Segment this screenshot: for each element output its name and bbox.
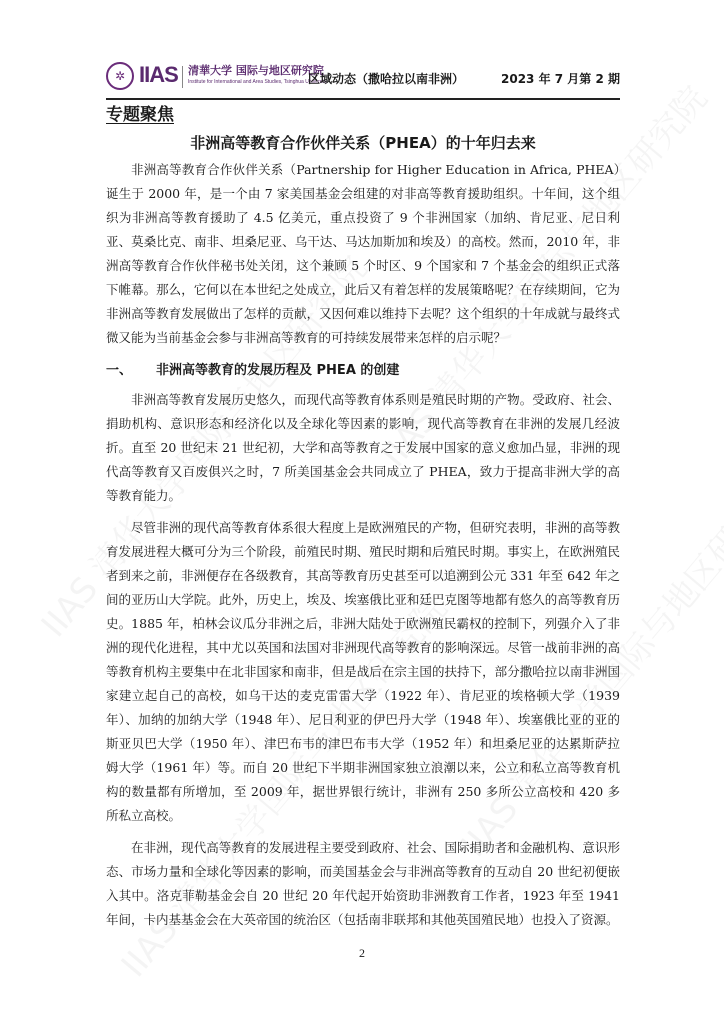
body-paragraph: 在非洲，现代高等教育的发展进程主要受到政府、社会、国际捐助者和金融机构、意识形态、市场力量和全球化等因素的影响，而美国基金会与非洲高等教育的互动自 20 世纪初便嵌入其中。洛克菲勒基金会自 20 世纪 20 年代起开始资助非洲教育工作者，1923 年至 1941 年间，卡内基基金会在大英帝国的统治区（包括南非联邦和其他英国殖民地）也投入了资源。 <box>106 840 620 927</box>
institute-name-en: Institute for International and Area Studies, Tsinghua University <box>188 79 328 85</box>
header-issue: 2023 年 7 月第 2 期 <box>501 72 620 86</box>
body-paragraph: 尽管非洲的现代高等教育体系很大程度上是欧洲殖民的产物，但研究表明，非洲的高等教育发展进程大概可分为三个阶段，前殖民时期、殖民时期和后殖民时期。事实上，在欧洲殖民者到来之前，非洲便存在各级教育，其高等教育历史甚至可以追溯到公元 331 年至 642 年之间的亚历山大学院。此外，历史上，埃及、埃塞俄比亚和廷巴克图等地都有悠久的高等教育历史。1885 年，柏林会议瓜分非洲之后，非洲大陆处于欧洲殖民霸权的控制下，列强介入了非洲的现代化进程，其中尤以英国和法国对非洲现代高等教育的影响深远。尽管一战前非洲的高等教育机构主要集中在北非国家和南非，但是战后在宗主国的扶持下，部分撒哈拉以南非洲国家建立起自己的高校，如乌干达的麦克雷雷大学（1922 年）、肯尼亚的埃格顿大学（1939 年）、加纳的加纳大学（1948 年）、尼日利亚的伊巴丹大学（1948 年）、埃塞俄比亚的亚的斯亚贝巴大学（1950 年）、津巴布韦的津巴布韦大学（1952 年）和坦桑尼亚的达累斯萨拉姆大学（1961 年）等。而自 20 世纪下半期非洲国家独立浪潮以来，公立和私立高等教育机构的数量都有所增加，至 2009 年，据世界银行统计，非洲有 250 多所公立高校和 420 多所私立高校。 <box>106 520 620 823</box>
page-number: 2 <box>359 946 365 960</box>
institute-name: 清華大学 国际与地区研究院 <box>188 64 324 77</box>
header-section-title: 区域动态（撒哈拉以南非洲） <box>308 72 465 86</box>
article-title: 非洲高等教育合作伙伴关系（PHEA）的十年归去来 <box>190 134 536 152</box>
body-paragraph: 非洲高等教育发展历史悠久，而现代高等教育体系则是殖民时期的产物。受政府、社会、捐助机构、意识形态和经济化以及全球化等因素的影响，现代高等教育在非洲的发展几经波折。直至 20 世纪末 21 世纪初，大学和高等教育之于发展中国家的意义愈加凸显，非洲的现代高等教育又百废俱兴之时，7 所美国基金会共同成立了 PHEA，致力于提高非洲大学的高等教育能力。 <box>106 392 620 503</box>
intro-paragraph: 非洲高等教育合作伙伴关系（Partnership for Higher Education in Africa, PHEA）诞生于 2000 年，是一个由 7 家美国基金会组建的对非高等教育援助组织。十年间，这个组织为非洲高等教育援助了 4.5 亿美元，重点投资了 9 个非洲国家（加纳、肯尼亚、尼日利亚、莫桑比克、南非、坦桑尼亚、乌干达、马达加斯加和埃及）的高校。然而，2010 年，非洲高等教育合作伙伴秘书处关闭，这个兼顾 5 个时区、9 个国家和 7 个基金会的组织正式落下帷幕。那么，它何以在本世纪之处成立，此后又有着怎样的发展策略呢？在存续期间，它为非洲高等教育发展做出了怎样的贡献，又因何难以维持下去呢？这个组织的十年成就与最终式微又能为当前基金会参与非洲高等教育的可持续发展带来怎样的启示呢？ <box>106 162 620 345</box>
column-title: 专题聚焦 <box>106 105 174 125</box>
article-body <box>106 158 620 940</box>
page-header <box>106 54 620 100</box>
tsinghua-seal-icon: ✲ <box>106 62 134 90</box>
section-heading-text: 非洲高等教育的发展历程及 PHEA 的创建 <box>156 363 400 378</box>
iias-logo: IIAS <box>139 62 178 87</box>
section-heading <box>106 358 620 384</box>
logo-divider <box>182 66 183 88</box>
section-number: 一、 <box>106 363 133 378</box>
